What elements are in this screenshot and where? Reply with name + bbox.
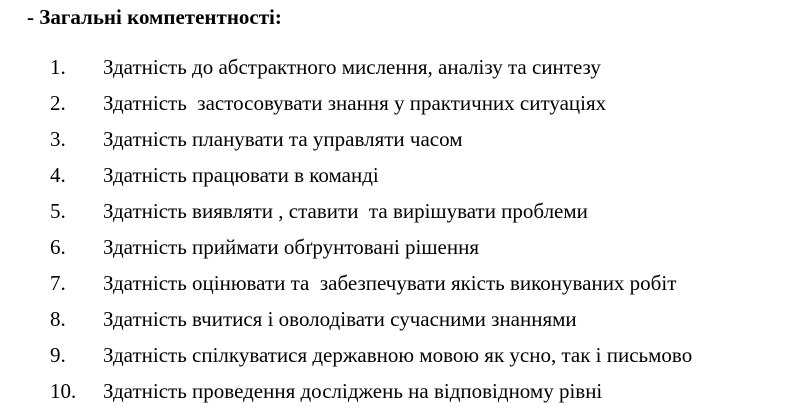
- list-item-number: 5.: [50, 199, 66, 223]
- list-item-number: 4.: [50, 163, 66, 187]
- list-item-number: 3.: [50, 127, 66, 151]
- list-item-number: 8.: [50, 307, 66, 331]
- list-item: [0, 52, 808, 88]
- list-item-text: Здатність планувати та управляти часом: [103, 127, 463, 151]
- list-item-number: 10.: [50, 379, 77, 403]
- list-item-text: Здатність приймати обґрунтовані рішення: [103, 235, 480, 259]
- list-item-text: Здатність застосовувати знання у практичних ситуаціях: [103, 91, 607, 115]
- list-item-number: 2.: [50, 91, 66, 115]
- list-item: [0, 160, 808, 196]
- list-item-text: Здатність працювати в команді: [103, 163, 379, 187]
- section-heading: - Загальні компетентності:: [27, 5, 282, 29]
- list-item: [0, 304, 808, 340]
- list-item-text: Здатність вчитися і оволодівати сучасними знаннями: [103, 307, 577, 331]
- list-item-text: Здатність виявляти , ставити та вирішувати проблеми: [103, 199, 588, 223]
- list-item: [0, 340, 808, 376]
- list-item: [0, 196, 808, 232]
- list-item-number: 7.: [50, 271, 66, 295]
- list-item-text: Здатність спілкуватися державною мовою як усно, так і письмово: [103, 343, 693, 367]
- list-item: [0, 376, 808, 412]
- list-item-text: Здатність проведення досліджень на відповідному рівні: [103, 379, 603, 403]
- list-item-number: 6.: [50, 235, 66, 259]
- list-item: [0, 232, 808, 268]
- list-item: [0, 268, 808, 304]
- list-item-number: 1.: [50, 55, 66, 79]
- list-item-text: Здатність оцінювати та забезпечувати якість виконуваних робіт: [103, 271, 677, 295]
- list-item: [0, 124, 808, 160]
- list-item-text: Здатність до абстрактного мислення, аналізу та синтезу: [103, 55, 601, 79]
- competency-list: [0, 52, 808, 412]
- list-item: [0, 88, 808, 124]
- list-item-number: 9.: [50, 343, 66, 367]
